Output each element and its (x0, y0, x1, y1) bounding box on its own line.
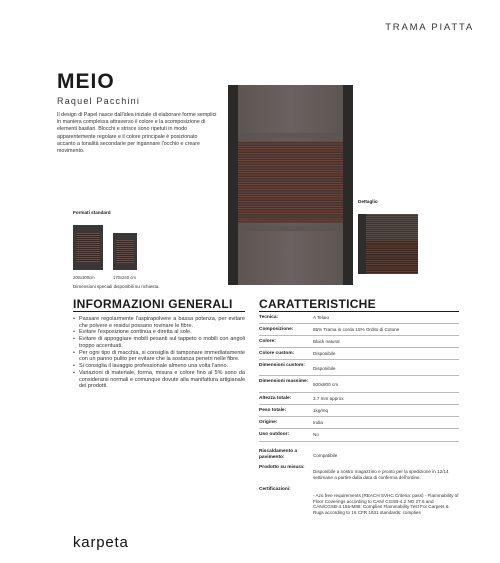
spec-divider (259, 359, 459, 360)
spec-value: Compatibile (313, 453, 338, 458)
spec-key: Dimensioni custom: (259, 363, 305, 368)
spec-value: Disponibile a nostro magazzino e pronto per la spedizione in 12/14 settimane a partire dalla data di conferma dell'ordine. (313, 469, 449, 480)
collection-label: TRAMA PIATTA (385, 22, 474, 33)
spec-divider (259, 416, 459, 417)
spec-key: Colore custom: (259, 351, 295, 356)
formats-label: Formati standard (73, 210, 111, 215)
spec-divider (259, 404, 459, 405)
spec-key: Composizione: (259, 327, 294, 332)
rug-detail-image (358, 214, 418, 274)
brand-logo: karpeta (73, 534, 129, 551)
spec-divider (259, 441, 459, 442)
product-title: MEIO (57, 70, 115, 93)
spec-key: Uso outdoor: (259, 432, 290, 437)
spec-value: Disponibile (313, 366, 336, 371)
spec-key: Altezza totale: (259, 396, 292, 401)
spec-value: A Telaio (313, 315, 330, 320)
spec-value: India (313, 420, 323, 425)
spec-divider (259, 375, 459, 376)
spec-value: - Azo free requirements (REACH SVHC Criteria: pass) - Flammability of Floor Coverings according to CAN/ CGSB-4.2 NO 27.6 and CAN/CGSB-4.155-M88: Complies Flammability Test For Carpets & Rugs according to 16 CFR 1631 standards: complies (313, 493, 459, 515)
spec-divider (259, 323, 459, 324)
care-item: • Si consiglia il lavaggio professionale almeno una volta l'anno. (73, 363, 245, 370)
spec-value: 85% Trama in corda 15% Ordito di Cotone (313, 327, 400, 332)
spec-value: Disponibile (313, 351, 336, 356)
spec-divider (259, 428, 459, 429)
detail-label: Dettaglio (358, 199, 378, 204)
product-description: Il design di Papel nasce dall'idea iniziale di elaborare forme semplici in maniera complessa attraverso il colore e la scomposizione di elementi basilari. Blocchi e strisce sono ripetuti in modo apparentemente regolare e il colore principale è posizionato accanto a tonalità secondarie per ingannare l'occhio e creare movimento. (57, 112, 217, 155)
spec-value: Black natural (313, 339, 340, 344)
info-heading: INFORMAZIONI GENERALI (73, 297, 233, 311)
spec-value: 500x800 cm (313, 382, 339, 387)
spec-key: Prodotto su misura: (259, 465, 305, 470)
spec-key: Dimensioni massime: (259, 379, 309, 384)
care-item: • Evitare di appoggiare mobili pesanti sul tappeto o mobili con angoli troppo accentuati. (73, 336, 245, 349)
care-item: • Evitare l'esposizione continua e diretta al sole. (73, 329, 245, 336)
care-item: • Variazioni di materiale, forma, misura e colore fino al 5% sono da considerarsi normali e comunque dovute alla manifattura artigianale dei prodotti. (73, 370, 245, 390)
spec-key: Colore: (259, 339, 276, 344)
spec-value: 1kg/mq (313, 408, 329, 413)
dimensions-note: Dimensioni speciali disponibili su richiesta. (73, 284, 160, 289)
info-divider (73, 311, 245, 312)
spec-key: Tecnica: (259, 315, 279, 320)
spec-value: 3.7 mm approx (313, 396, 344, 401)
spec-divider (259, 392, 459, 393)
spec-key: Riscaldamento a pavimento: (259, 449, 298, 460)
care-item: • Per ogni tipo di macchia, si consiglia di tamponare immediatamente con un panno pulito per evitare che la sostanza penetri nelle fibre. (73, 350, 245, 363)
specs-table (259, 312, 459, 527)
spec-key: Peso totale: (259, 408, 287, 413)
care-item: • Passare regolarmente l'aspirapolvere a bassa potenza, per evitare che polvere e residui possano rovinare le fibre. (73, 316, 245, 329)
spec-value: No (313, 432, 319, 437)
rug-main-image (228, 85, 353, 285)
spec-key: Certificazioni: (259, 487, 291, 492)
size-label-large: 200x300cm (73, 275, 95, 280)
spec-key: Origine: (259, 420, 278, 425)
size-label-small: 170x240 cm (113, 275, 136, 280)
rug-thumbnail-large (73, 225, 103, 270)
spec-divider (259, 347, 459, 348)
specs-heading: CARATTERISTICHE (259, 297, 376, 311)
spec-divider (259, 335, 459, 336)
care-list (73, 316, 245, 390)
rug-thumbnail-small (113, 233, 137, 270)
designer-name: Raquel Pacchini (57, 96, 141, 106)
